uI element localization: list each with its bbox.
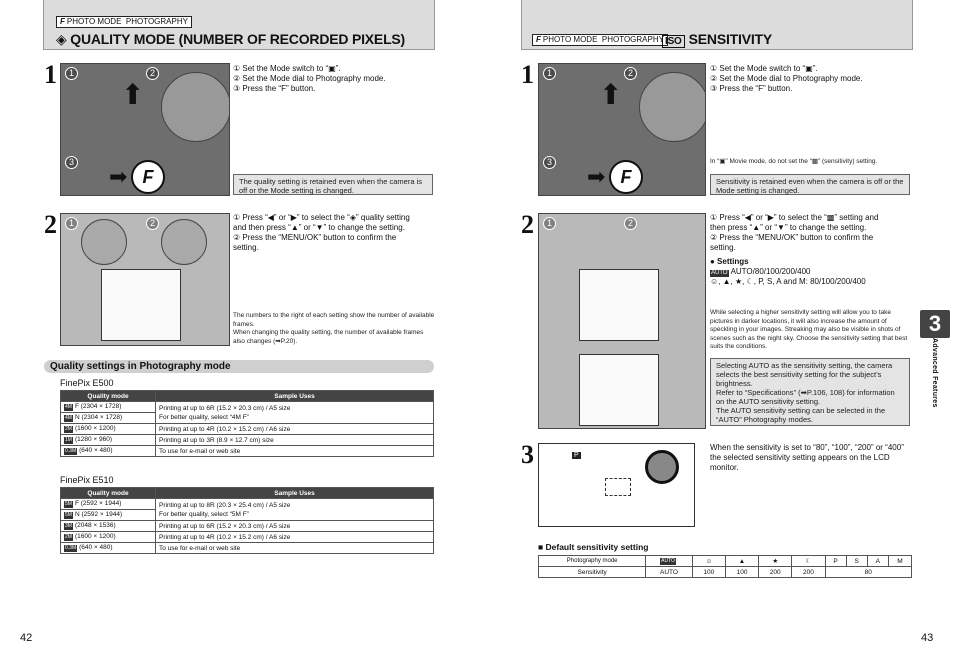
arrow-up-icon: ⬆ (599, 79, 623, 110)
dpad-right (161, 219, 207, 265)
left-step1-instructions: ① Set the Mode switch to “▣”. ② Set the Mode dial to Photography mode. ③ Press the “F” button. (233, 64, 386, 93)
callout-1: 1 (65, 217, 78, 230)
chapter-tab: 3 (920, 310, 950, 338)
e510-table: Quality mode Sample Uses 5M F (2592 × 1944) Printing at up to 8R (20.3 × 25.4 cm) / A5 size For better quality, select “5M F” 5M N (2592 × 1944) 3M (2048 × 1536) Printing at up to 6R (15.2 × 20.3 cm) / A5 size 2M (1600 × 1200) Printing at up to 4R (10.2 × 15.2 cm) / A6 size 0.3M (640 × 480) To use for e-mail or web site (60, 487, 434, 554)
right-step1-number: 1 (521, 60, 534, 89)
right-settings-list: ● Settings AUTO AUTO/80/100/200/400 ☺, ▲, ★, ☾, P, S, A and M: 80/100/200/400 (710, 257, 866, 286)
f-button-icon: F (609, 160, 643, 194)
mode-dial (161, 72, 230, 142)
left-step1-number: 1 (44, 60, 57, 89)
dpad-left (81, 219, 127, 265)
callout-1: 1 (543, 217, 556, 230)
chapter-title: Advanced Features (931, 338, 938, 408)
e500-label: FinePix E500 (60, 378, 114, 388)
quality-icon: ◈ (56, 31, 71, 47)
left-step2-number: 2 (44, 210, 57, 239)
sensitivity-menu-lcd-auto (579, 269, 659, 341)
arrow-right-icon: ➡ (587, 164, 606, 189)
right-page-number: 43 (921, 632, 934, 644)
mode-dial (639, 72, 706, 142)
callout-3: 3 (65, 156, 78, 169)
e500-table: Quality mode Sample Uses 4M F (2304 × 1728) Printing at up to 6R (15.2 × 20.3 cm) / A5 size For better quality, select “4M F” 4M N (2304 × 1728) 2M (1600 × 1200) Printing at up to 4R (10.2 × 15.2 cm) / A6 size 1M (1280 × 960) Printing at up to 3R (8.9 × 12.7 cm) size 0.3M (640 × 480) To use for e-mail or web site (60, 390, 434, 457)
left-page-title: ◈ QUALITY MODE (NUMBER OF RECORDED PIXELS) (56, 31, 406, 47)
f-button-icon: F (131, 160, 165, 194)
right-step2-number: 2 (521, 210, 534, 239)
left-step1-info-box: The quality setting is retained even when the camera is off or the Mode setting is changed. (233, 174, 433, 195)
callout-3: 3 (543, 156, 556, 169)
right-page-title: ISO SENSITIVITY (662, 31, 772, 47)
sensitivity-menu-lcd-modes (579, 354, 659, 426)
left-breadcrumb: F PHOTO MODE PHOTOGRAPHY (56, 16, 192, 28)
right-step2-photo (538, 213, 706, 429)
right-step3-number: 3 (521, 440, 534, 469)
callout-2: 2 (624, 217, 637, 230)
default-sensitivity-title: ■ Default sensitivity setting (538, 542, 649, 552)
left-step1-photo (60, 63, 230, 196)
left-step2-photo (60, 213, 230, 346)
arrow-right-icon: ➡ (109, 164, 128, 189)
right-step1-note: In “▣” Movie mode, do not set the “▩” (sensitivity) setting. (710, 158, 878, 165)
arrow-up-icon: ⬆ (121, 79, 145, 110)
quality-section-bar: Quality settings in Photography mode (44, 360, 434, 373)
default-sensitivity-table: Photography mode AUTO ☺ ▲ ★ ☾ P S A M Sensitivity AUTO 100 100 200 200 80 (538, 555, 912, 578)
right-step3-text: When the sensitivity is set to “80”, “100”, “200” or “400” the selected sensitivity setting appears on the LCD monitor. (710, 443, 904, 472)
left-step2-instructions: ① Press “◀” or “▶” to select the “◈” quality setting and then press “▲” or “▼” to change the setting. ② Press the “MENU/OK” button to confirm the setting. (233, 213, 410, 252)
quality-menu-lcd (101, 269, 181, 341)
callout-2: 2 (146, 217, 159, 230)
callout-1: 1 (65, 67, 78, 80)
left-page-number: 42 (20, 632, 33, 644)
right-step1-instructions: ① Set the Mode switch to “▣”. ② Set the Mode dial to Photography mode. ③ Press the “F” button. (710, 64, 863, 93)
callout-2: 2 (624, 67, 637, 80)
focus-frame (605, 478, 631, 496)
iso-icon: ISO (662, 35, 685, 48)
right-step3-lcd (538, 443, 695, 527)
e510-label: FinePix E510 (60, 475, 114, 485)
callout-2: 2 (146, 67, 159, 80)
right-step2-instructions: ① Press “◀” or “▶” to select the “▩” setting and then press “▲” or “▼” to change the setting. ② Press the “MENU/OK” button to confirm the setting. (710, 213, 879, 252)
right-step1-info-box: Sensitivity is retained even when the camera is off or the Mode setting is changed. (710, 174, 910, 195)
right-step2-info-box: Selecting AUTO as the sensitivity setting, the camera selects the best sensitivity setting for the subject’s brightness. Refer to “Specifications” (➡P.106, 108) for information on the AUTO sensitivity setting. The AUTO sensitivity setting can be selected in the “AUTO” Photography modes. (710, 358, 910, 426)
right-step1-photo (538, 63, 706, 196)
p-mode-icon: P (574, 452, 579, 459)
magnifier-icon (645, 450, 679, 484)
left-step2-notes: The numbers to the right of each setting show the number of available frames. When changing the quality setting, the number of available frames also changes (➡P.20). (233, 312, 435, 345)
callout-1: 1 (543, 67, 556, 80)
right-step2-note: While selecting a higher sensitivity setting will allow you to take pictures in darker locations, it will also increase the amount of speckling in your images. Streaking may also be visible in shots of scenes such as the night sky. Choose the sensitivity setting that best suits the conditions. (710, 309, 908, 350)
right-breadcrumb: F PHOTO MODE PHOTOGRAPHY (532, 34, 668, 46)
